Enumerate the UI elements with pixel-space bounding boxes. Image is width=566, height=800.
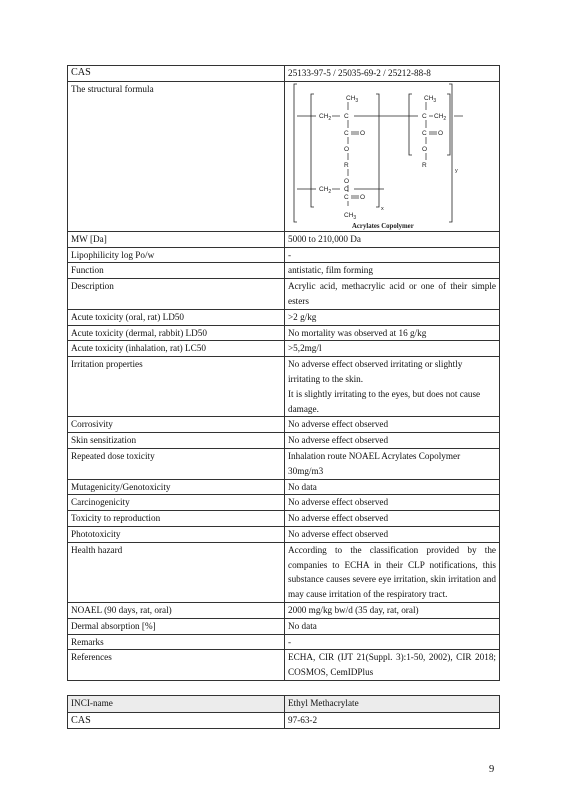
carbonyl-carbon-label: C bbox=[344, 193, 349, 201]
ch3-label: $CH_3$ bbox=[424, 94, 437, 104]
table-row bbox=[68, 309, 500, 325]
oxygen-label: O bbox=[360, 129, 366, 137]
ch2-label: $CH_2$ bbox=[319, 185, 332, 195]
subscript-x: x bbox=[381, 205, 384, 212]
cas-value: 25133-97-5 / 25035-69-2 / 25212-88-8 bbox=[285, 66, 500, 82]
property-value: No adverse effect observed bbox=[285, 495, 500, 511]
oxygen-label: O bbox=[422, 145, 428, 153]
property-label: Acute toxicity (oral, rat) LD50 bbox=[68, 309, 285, 325]
property-value: No mortality was observed at 16 g/kg bbox=[285, 325, 500, 341]
ch2-label: $CH_2$ bbox=[319, 112, 332, 122]
property-value: No adverse effect observed bbox=[285, 526, 500, 542]
table-row bbox=[68, 511, 500, 527]
table-row bbox=[68, 542, 500, 602]
property-value: Acrylic acid, methacrylic acid or one of their simple esters bbox=[285, 279, 500, 310]
table-row bbox=[68, 417, 500, 433]
substance-properties-table bbox=[67, 65, 500, 681]
property-value: >2 g/kg bbox=[285, 309, 500, 325]
property-value: 2000 mg/kg bw/d (35 day, rat, oral) bbox=[285, 602, 500, 618]
table-row bbox=[68, 231, 500, 247]
table-row bbox=[68, 357, 500, 417]
table-row bbox=[68, 433, 500, 449]
property-label: MW [Da] bbox=[68, 231, 285, 247]
property-value: - bbox=[285, 247, 500, 263]
property-label: References bbox=[68, 650, 285, 681]
property-label: Acute toxicity (inhalation, rat) LC50 bbox=[68, 341, 285, 357]
page-number: 9 bbox=[489, 764, 495, 775]
table-row bbox=[68, 650, 500, 681]
table-row bbox=[68, 341, 500, 357]
carbon-label: C bbox=[344, 185, 349, 193]
oxygen-label: O bbox=[360, 193, 366, 201]
r-group-label: R bbox=[422, 161, 427, 169]
property-label: Description bbox=[68, 279, 285, 310]
table-row bbox=[68, 696, 500, 713]
ch2-label: $CH_2$ bbox=[434, 112, 447, 122]
property-value: No adverse effect observed bbox=[285, 511, 500, 527]
subscript-y: y bbox=[455, 167, 458, 174]
table-row bbox=[68, 618, 500, 634]
table-row bbox=[68, 712, 500, 729]
property-value: 5000 to 210,000 Da bbox=[285, 231, 500, 247]
property-value: No adverse effect observed bbox=[285, 417, 500, 433]
carbon-label: C bbox=[344, 112, 349, 120]
carbonyl-carbon-label: C bbox=[344, 129, 349, 137]
property-label: Remarks bbox=[68, 634, 285, 650]
table-row bbox=[68, 602, 500, 618]
property-label: Health hazard bbox=[68, 542, 285, 602]
property-value: - bbox=[285, 634, 500, 650]
property-label: Carcinogenicity bbox=[68, 495, 285, 511]
property-label: Irritation properties bbox=[68, 357, 285, 417]
property-value bbox=[285, 357, 500, 417]
inci-name-value: Ethyl Methacrylate bbox=[285, 696, 500, 713]
inci-name-label: INCI-name bbox=[68, 696, 285, 713]
table-row bbox=[68, 634, 500, 650]
property-label: NOAEL (90 days, rat, oral) bbox=[68, 602, 285, 618]
property-label: Acute toxicity (dermal, rabbit) LD50 bbox=[68, 325, 285, 341]
table-row bbox=[68, 325, 500, 341]
structural-formula-cell bbox=[285, 81, 500, 231]
property-value: Inhalation route NOAEL Acrylates Copolymer 30mg/m3 bbox=[285, 448, 500, 479]
table-row bbox=[68, 263, 500, 279]
table-row bbox=[68, 448, 500, 479]
carbon-label: C bbox=[422, 112, 427, 120]
formula-caption: Acrylates Copolymer bbox=[352, 222, 414, 230]
structural-formula bbox=[288, 82, 496, 231]
table-row bbox=[68, 247, 500, 263]
property-label: Dermal absorption [%] bbox=[68, 618, 285, 634]
property-label: Phototoxicity bbox=[68, 526, 285, 542]
carbonyl-carbon-label: C bbox=[422, 129, 427, 137]
property-value: No data bbox=[285, 479, 500, 495]
property-value: antistatic, film forming bbox=[285, 263, 500, 279]
property-label: Function bbox=[68, 263, 285, 279]
oxygen-label: O bbox=[344, 145, 350, 153]
property-label: Mutagenicity/Genotoxicity bbox=[68, 479, 285, 495]
cas-value: 97-63-2 bbox=[285, 712, 500, 729]
r-group-label: R bbox=[344, 161, 349, 169]
table-row bbox=[68, 279, 500, 310]
acrylates-copolymer-structure bbox=[288, 82, 497, 231]
property-value: ECHA, CIR (IJT 21(Suppl. 3):1-50, 2002), CIR 2018; COSMOS, CemIDPlus bbox=[285, 650, 500, 681]
cas-label: CAS bbox=[68, 66, 285, 82]
structural-formula-label: The structural formula bbox=[68, 81, 285, 231]
inci-table bbox=[67, 695, 500, 729]
property-label: Lipophilicity log Po/w bbox=[68, 247, 285, 263]
ch3-label: $CH_3$ bbox=[344, 211, 357, 221]
property-label: Repeated dose toxicity bbox=[68, 448, 285, 479]
oxygen-label: O bbox=[344, 177, 350, 185]
property-label: Skin sensitization bbox=[68, 433, 285, 449]
property-value: >5,2mg/l bbox=[285, 341, 500, 357]
table-row bbox=[68, 526, 500, 542]
table-row bbox=[68, 81, 500, 231]
table-row bbox=[68, 479, 500, 495]
property-value: No adverse effect observed bbox=[285, 433, 500, 449]
table-row bbox=[68, 66, 500, 82]
ch3-label: $CH_3$ bbox=[346, 94, 359, 104]
table-row bbox=[68, 495, 500, 511]
property-value: No data bbox=[285, 618, 500, 634]
property-label: Corrosivity bbox=[68, 417, 285, 433]
irritation-eye-text: It is slightly irritating to the eyes, but does not cause damage. bbox=[288, 388, 481, 414]
oxygen-label: O bbox=[438, 129, 444, 137]
irritation-skin-text: No adverse effect observed irritating or slightly irritating to the skin. bbox=[288, 359, 463, 384]
property-value: According to the classification provided by the companies to ECHA in their CLP notifications, this substance causes severe eye irritation, skin irritation and may cause irritation of the respiratory tract. bbox=[285, 542, 500, 602]
cas-label: CAS bbox=[68, 712, 285, 729]
property-label: Toxicity to reproduction bbox=[68, 511, 285, 527]
